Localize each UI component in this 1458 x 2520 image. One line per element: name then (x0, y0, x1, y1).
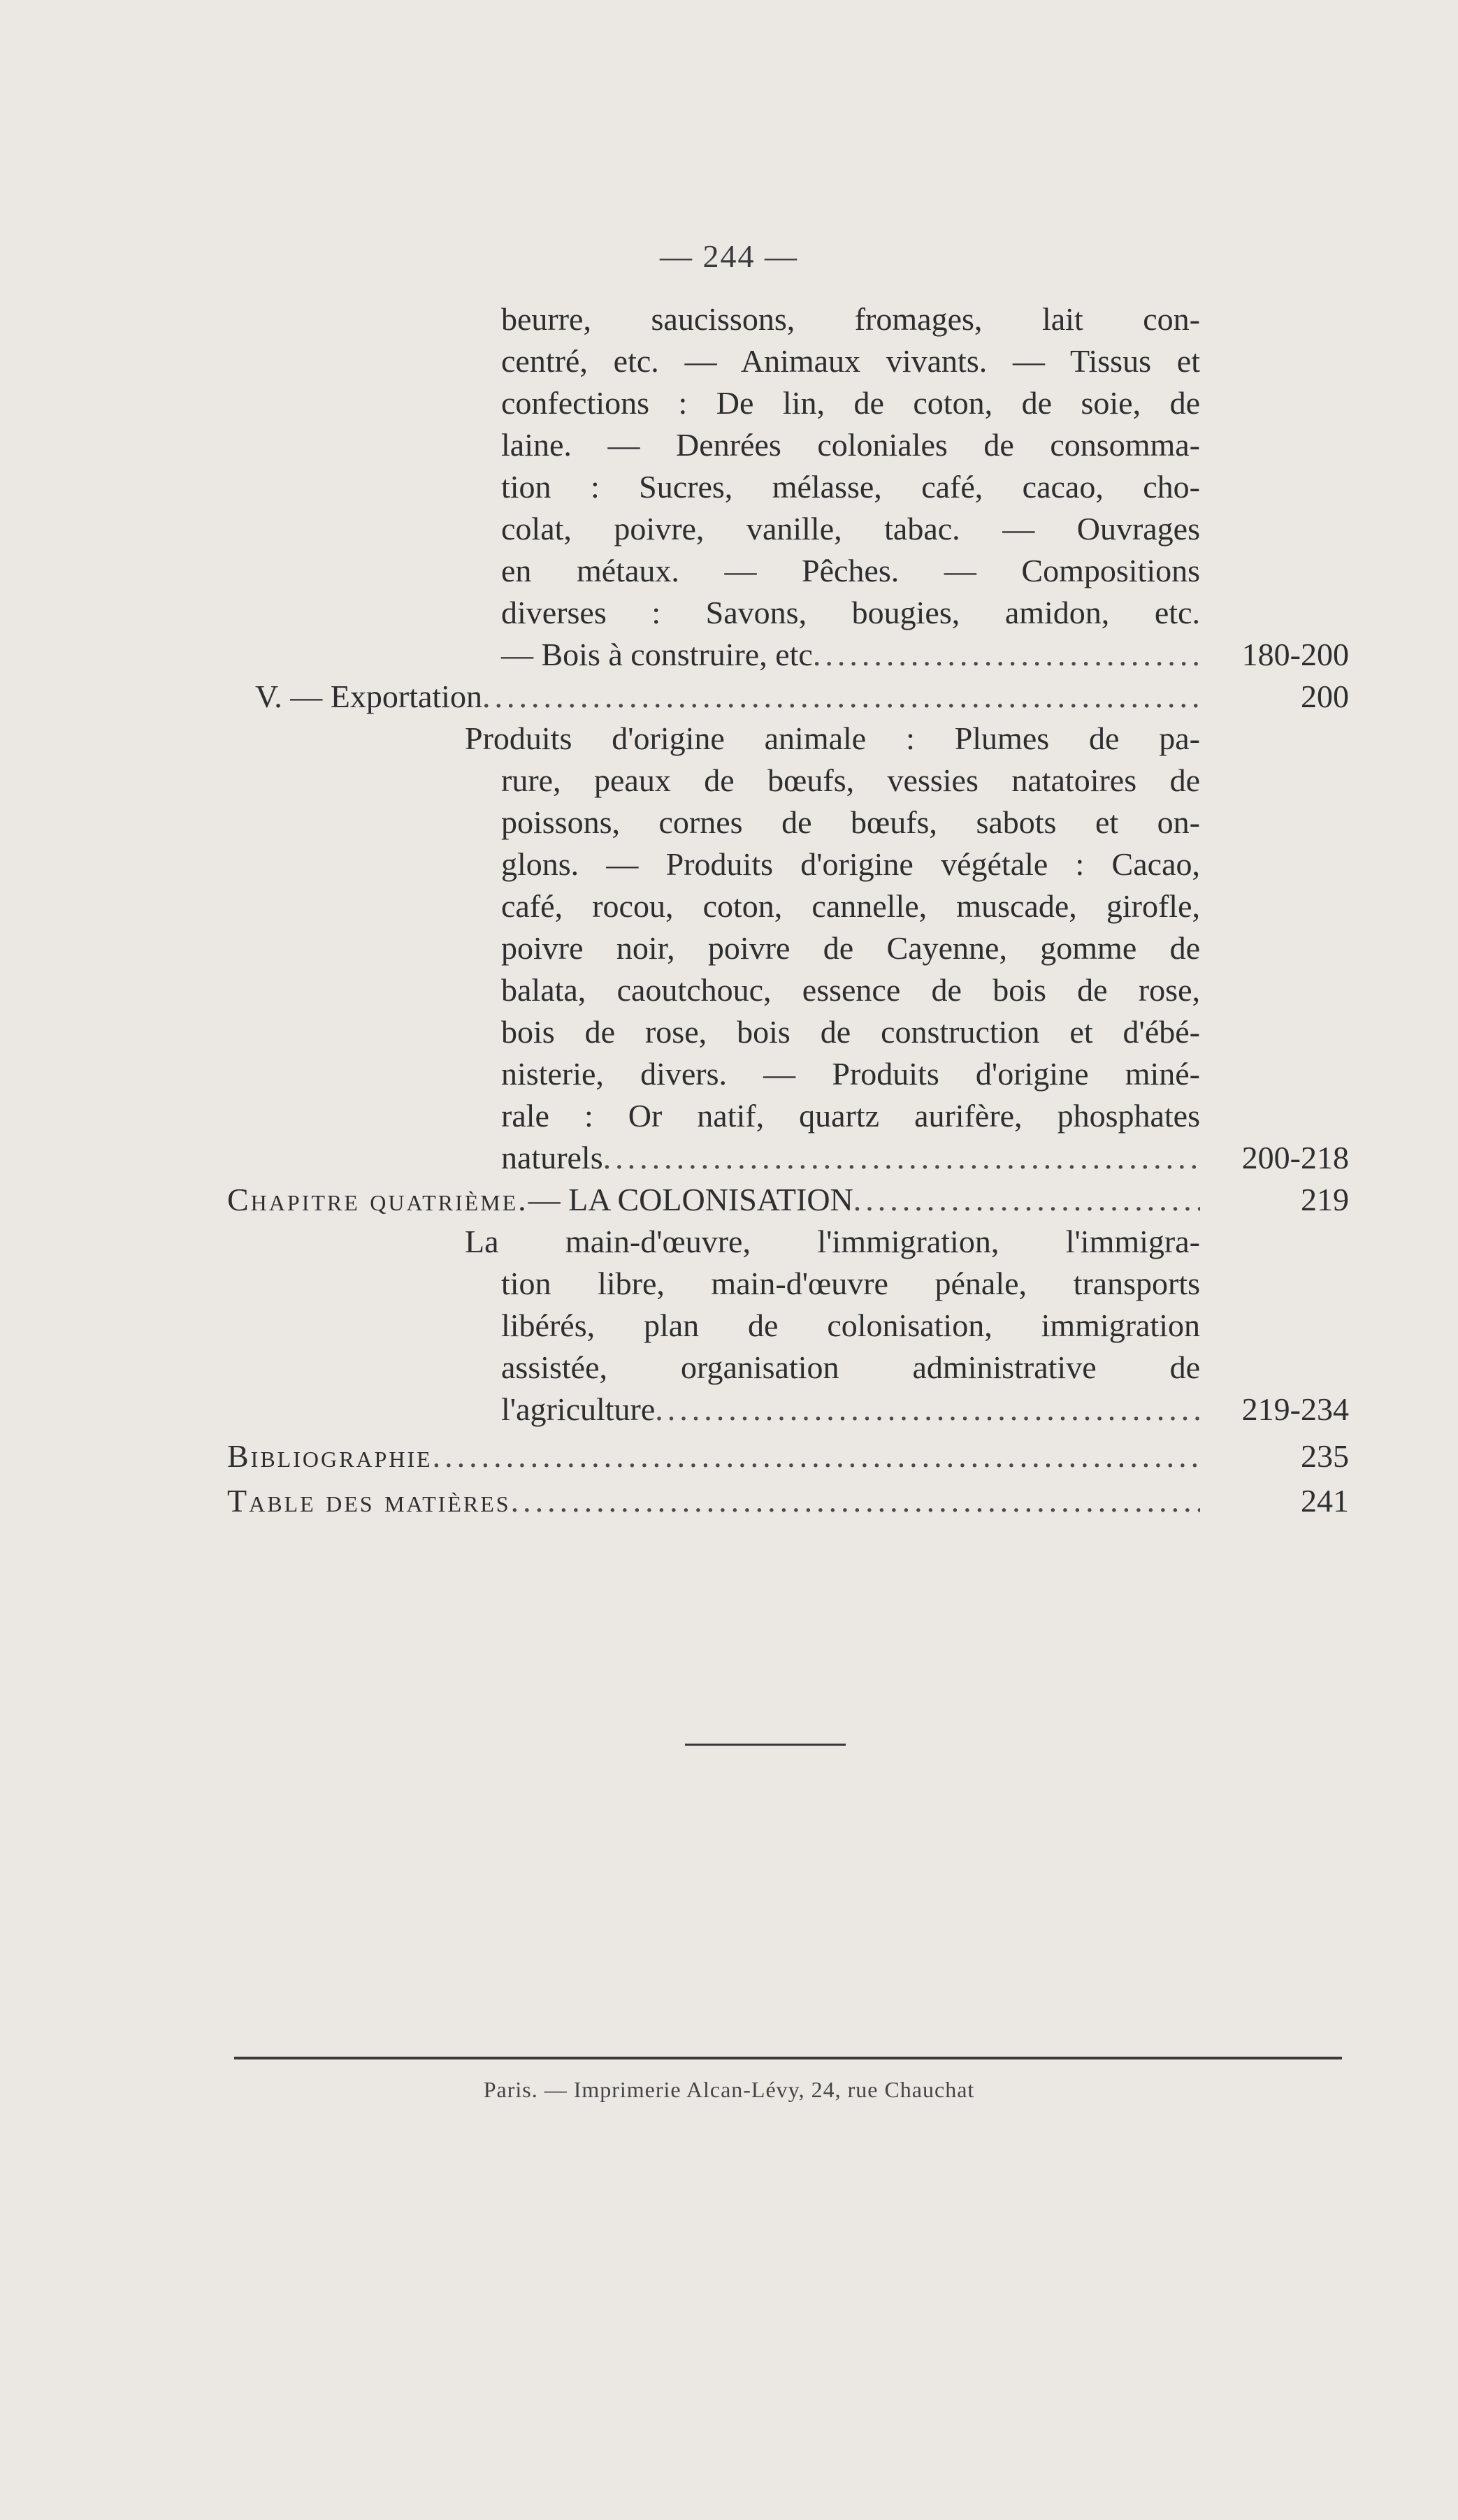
toc-text-line: café, rocou, coton, cannelle, muscade, girofle, (501, 888, 1200, 924)
toc-text-line: libérés, plan de colonisation, immigration (501, 1308, 1200, 1343)
toc-entry-text: naturels (501, 1140, 603, 1175)
toc-entry-chapitre (227, 1179, 1200, 1221)
chapter-title: — LA COLONISATION (528, 1182, 853, 1217)
toc-page-range: 241 (1301, 1483, 1349, 1519)
toc-text-line: balata, caoutchouc, essence de bois de rose, (501, 972, 1200, 1008)
toc-entry-leader (501, 1389, 1200, 1431)
toc-text-line: tion libre, main-d'œuvre pénale, transports (501, 1266, 1200, 1301)
toc-entry-leader (501, 1137, 1200, 1179)
toc-text-line: rure, peaux de bœufs, vessies natatoires de (501, 762, 1200, 798)
end-rule (685, 1744, 846, 1746)
toc-page-range: 219 (1301, 1182, 1349, 1217)
toc-text-line: colat, poivre, vanille, tabac. — Ouvrages (501, 511, 1200, 546)
toc-text-line: centré, etc. — Animaux vivants. — Tissus et (501, 343, 1200, 379)
dot-leader (433, 1435, 1200, 1477)
toc-page-range: 200 (1301, 679, 1349, 714)
toc-entry-text: Bibliographie (227, 1438, 433, 1474)
toc-text-line: en métaux. — Pêches. — Compositions (501, 553, 1200, 588)
toc-entry-text: Table des matières (227, 1483, 511, 1519)
dot-leader (813, 634, 1200, 676)
toc-text-line: poivre noir, poivre de Cayenne, gomme de (501, 930, 1200, 966)
toc-page-range: 235 (1301, 1438, 1349, 1474)
toc-page-range: 219-234 (1241, 1391, 1349, 1427)
toc-entry-table-des-matieres (227, 1480, 1200, 1522)
toc-text-line: poissons, cornes de bœufs, sabots et on- (501, 804, 1200, 840)
toc-page-range: 180-200 (1241, 637, 1349, 672)
printer-imprint: Paris. — Imprimerie Alcan-Lévy, 24, rue Chauchat (483, 2077, 975, 2102)
toc-text-line: confections : De lin, de coton, de soie, de (501, 385, 1200, 421)
toc-text-line: laine. — Denrées coloniales de consomma- (501, 427, 1200, 463)
toc-entry-leader (501, 634, 1200, 676)
footer-rule (234, 2057, 1342, 2059)
toc-entry-exportation (255, 676, 1200, 718)
page-number: — 244 — (660, 238, 798, 274)
toc-entry-heading: V. — Exportation (255, 679, 482, 714)
toc-entry-text: l'agriculture (501, 1391, 656, 1427)
dot-leader (511, 1480, 1200, 1522)
dot-leader (603, 1137, 1200, 1179)
toc-text-line: tion : Sucres, mélasse, café, cacao, cho- (501, 469, 1200, 505)
dot-leader (853, 1179, 1200, 1221)
toc-text-line: diverses : Savons, bougies, amidon, etc. (501, 595, 1200, 630)
toc-text-line: beurre, saucissons, fromages, lait con- (501, 301, 1200, 337)
toc-text-line: La main-d'œuvre, l'immigration, l'immigra- (465, 1224, 1200, 1259)
toc-text-line: rale : Or natif, quartz aurifère, phosphates (501, 1098, 1200, 1134)
dot-leader (655, 1389, 1200, 1431)
toc-text-line: glons. — Produits d'origine végétale : Cacao, (501, 846, 1200, 882)
toc-text-line: assistée, organisation administrative de (501, 1349, 1200, 1385)
toc-text-line: bois de rose, bois de construction et d'ébé- (501, 1014, 1200, 1050)
toc-page-range: 200-218 (1241, 1140, 1349, 1175)
toc-entry-text: — Bois à construire, etc (501, 637, 813, 672)
chapter-label: Chapitre quatrième. (227, 1182, 528, 1217)
dot-leader (482, 676, 1200, 718)
toc-text-line: nisterie, divers. — Produits d'origine miné- (501, 1056, 1200, 1092)
toc-text-line: Produits d'origine animale : Plumes de pa- (465, 720, 1200, 756)
toc-entry-bibliographie (227, 1435, 1200, 1477)
